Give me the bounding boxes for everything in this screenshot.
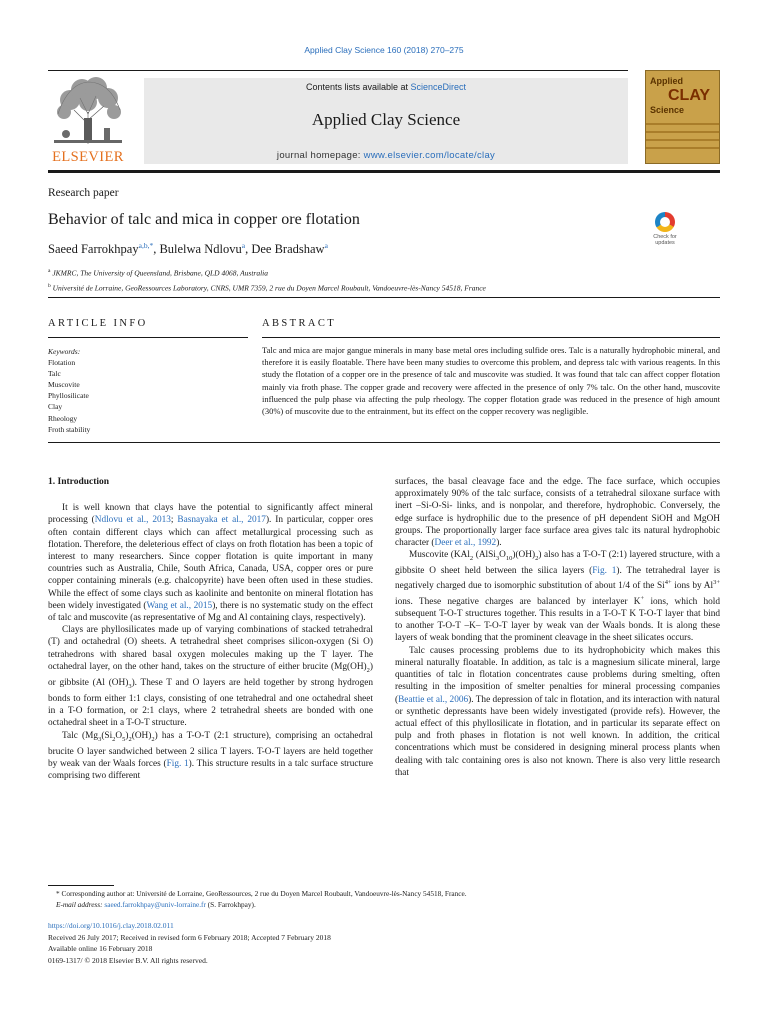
affiliation-item [48,280,720,295]
keyword-item: Rheology [48,413,78,423]
masthead-bottom-rule [48,170,720,173]
section-divider [48,297,720,298]
section-heading: 1. Introduction [48,477,110,487]
contents-prefix: Contents lists available at [305,82,411,92]
subscript: 3 [98,735,102,743]
keyword-item: Flotation [48,358,76,368]
elsevier-tree-icon [48,74,128,146]
subscript: 5 [122,735,126,743]
email-suffix: (S. Farrokhpay). [205,900,256,909]
author-sup[interactable]: a,b, [138,241,150,250]
keyword-item: Clay [48,402,63,412]
body-paragraph [48,730,373,783]
paragraph-text: ). [496,538,502,549]
paragraph-text: Talc (Mg [62,730,99,741]
paragraph-text: ions, which hold subsequent T-O-T structures together. This results in a T-O-T K T-O-T layer that bind to another T-O-T –K– T-O-T layer by weak van der Waals bonds. It is along these layers of weak bonding that the prominent cleavage in the sheet silicates occurs. [395,596,721,644]
author-email-link[interactable]: saeed.farrokhpay@univ-lorraine.fr [104,900,206,909]
body-paragraph [395,645,720,779]
cover-title-line3: Science [650,105,685,115]
affiliation-mark: a [48,268,51,274]
cover-title-line1: Applied [650,76,683,86]
doi-link[interactable]: https://doi.org/10.1016/j.clay.2018.02.011 [48,921,174,930]
paragraph-text: ions by Al [671,581,714,592]
corresponding-mark[interactable]: * [149,241,154,250]
subscript: 2 [469,555,474,563]
author-separator: , [245,242,252,257]
subscript: 2 [366,666,370,674]
paragraph-text: ; [170,515,178,526]
paragraph-text: ). The depression of talc in flotation, and its interaction with natural or synthetic depressants have been widely investigated (provide refs). However, the actual effect of this phyllosilicate in flotation, and in particular its separate effect on pulp and froth phases in flotation is not well known. In addition, the critical concentrations which must be considered in designing mineral process plants when dealing with talc containing ores is also not known. There is also very little research that [395,694,720,778]
homepage-line [144,150,628,161]
author-name[interactable]: Saeed Farrokhpay [48,242,139,257]
corresponding-author-note: * Corresponding author at: Université de Lorraine, GeoRessources, 2 rue du Doyen Marcel Roubault, Vandoeuvre-lès-Nancy 54518, France. [56,889,467,898]
keywords-label: Keywords: [48,347,81,356]
body-column-right [395,476,720,779]
journal-title: Applied Clay Science [311,110,461,129]
citation-link[interactable]: Basnayaka et al., 2017 [177,515,266,526]
homepage-prefix: journal homepage: [276,150,364,161]
figure-link[interactable]: Fig. 1 [592,566,617,577]
paragraph-text: Clays are phyllosilicates made up of varying combinations of stacked tetrahedral (T) and octahedral (O) sheets. A tetrahedral sheet comprises silicon-oxygen (Si O) tetrahedrons with shared basal oxygen molecules making up the T layer. The octahedral layer, on the other hand, takes on the structure of either brucite (Mg(OH) [48,625,373,672]
abstract-text: Talc and mica are major gangue minerals in many base metal ores including sulfide ores. Talc is a naturally hydrophobic mineral, and therefore it is easily floatable. There have been many studies to overcome this problem, and depress talc with various reagents. In this study the flotation of a copper ore in the presence of talc and muscovite was studied. It was found that talc can affect copper flotation mainly via froth phase. The copper grade and recovery were affected in the presence of only 7% talc. On the other hand, muscovite influenced the pulp phase via affecting the pulp rheology. The copper flotation grade was reduced in the presence of high amount (30%) of muscovite due to the entrainment, but its effect on the copper recovery was negligible. [262,345,720,417]
affiliation-text: JKMRC, The University of Queensland, Brisbane, QLD 4068, Australia [52,268,269,278]
article-title: Behavior of talc and mica in copper ore flotation [48,211,360,228]
paragraph-text: ) has a T-O-T (2:1 structure), comprising an octahedral brucite O layer sandwiched between 2 silica T layers. T-O-T layers are held together by weak van der Waals forces ( [48,730,373,769]
online-date: Available online 16 February 2018 [48,944,153,953]
affiliation-text: Université de Lorraine, GeoRessources Laboratory, CNRS, UMR 7359, 2 rue du Doyen Marcel Roubault, Vandoeuvre-lès-Nancy 54518, France [52,283,486,292]
citation-link[interactable]: Deer et al., 1992 [434,538,497,549]
article-type: Research paper [48,187,119,199]
subscript: 3 [128,682,132,690]
author-affiliation-mark[interactable] [139,241,154,250]
cover-stripe [646,123,719,125]
article-info-heading: ARTICLE INFO [48,318,148,329]
keyword-item: Muscovite [48,380,80,390]
sciencedirect-link[interactable]: ScienceDirect [410,82,467,92]
author-affiliation-mark[interactable]: a [324,241,328,250]
paragraph-text: ), there is no systematic study on the effect of talc and muscovite (as representative of Mg and Al containing clays, respectively). [48,600,373,624]
author-name[interactable]: Bulelwa Ndlovu [159,242,242,257]
author-affiliation-mark[interactable]: a [241,241,246,250]
copyright-notice: 0169-1317/ © 2018 Elsevier B.V. All rights reserved. [48,955,208,965]
journal-homepage-link[interactable]: www.elsevier.com/locate/clay [363,150,496,161]
elsevier-logo[interactable] [48,74,140,166]
abstract-rule [262,337,720,338]
paragraph-text: ). These T and O layers are held together by strong hydrogen bonds to form either 1:1 clays, consisting of one tetrahedral and one octahedral sheet in a T-O formation, or 2:1 clays, where 2 tetrahedral sheets are bonded with one octahedral sheet in a T-O-T structure. [48,677,373,729]
paragraph-text: (AlSi [473,550,496,561]
footnote-rule [48,885,114,886]
subscript: 3 [495,555,500,563]
journal-citation-link[interactable]: Applied Clay Science 160 (2018) 270–275 [304,45,464,55]
paragraph-text: O [115,730,123,741]
superscript: 3+ [713,579,720,587]
check-updates-icon-center [660,217,670,227]
paragraph-text: ions. These negative charges are balanced by interlayer K [395,596,641,607]
affiliation-item [48,265,720,280]
subscript: 2 [128,735,132,743]
paragraph-text: ). In particular, copper ores often contain different clays which can affect metallurgical processing such as flotation. Therefore, the deleterious effect of clays on froth flotation has been a topic of interest to many researchers. Since copper flotation is quite important in many countries such as Australia, Chile, South Africa, Canada, USA, copper ores or pure copper containing minerals (e.g. chalcopyrite) have been often used in these studies. While the effect of some clays such as kaolinite and bentonite on mineral flotation has been widely investigated ( [48,515,373,611]
footnotes [48,888,720,910]
journal-cover-image[interactable] [645,70,720,164]
subscript: 2 [151,735,155,743]
author-name[interactable]: Dee Bradshaw [251,242,325,257]
subscript: 2 [112,735,116,743]
paragraph-text: surfaces, the basal cleavage face and the edge. The face surface, which occupies approximately 90% of the talc surface, consists of a tetrahedral siloxane surface with inert –Si-O-Si- links, and is nonpolar, and therefore, hydrophobic. Conversely, the edge surface is hydrophilic due to the presence of pH dependent SiOH and MgOH groups. The proportionally larger face surface area gives talc its natural hydrophobic character ( [395,477,720,549]
publication-details [48,920,720,966]
publisher-name: ELSEVIER [52,149,124,165]
email-note [48,899,720,910]
keyword-item: Phyllosilicate [48,391,89,401]
abstract-heading: ABSTRACT [262,318,337,329]
body-paragraph [48,502,373,624]
keyword-item: Froth stability [48,424,91,434]
check-for-updates-button[interactable] [647,212,683,250]
author-list [48,241,328,257]
cover-stripe [646,131,719,133]
body-paragraph [395,476,720,549]
keyword-item: Talc [48,369,61,379]
received-dates: Received 26 July 2017; Received in revised form 6 February 2018; Accepted 7 February 2018 [48,932,331,942]
paragraph-text: Talc causes processing problems due to its hydrophobicity which makes this mineral naturally floatable. In addition, as talc is a magnesium silicate mineral, large quantities of talc in flotation concentrates cause problems during smelting, often resulting in the imposition of smelter penalties for mineral processing companies ( [395,645,720,705]
paragraph-text: ) or gibbsite (Al (OH) [48,661,373,688]
paragraph-text: ). The tetrahedral layer is negatively charged due to isomorphic substitution of about 1/4 of the Si [395,566,720,592]
paragraph-text: (OH) [131,730,152,741]
cover-stripe [646,147,719,149]
paragraph-text: )(OH) [512,550,536,561]
paragraph-text: It is well known that clays have the potential to significantly affect mineral processing ( [48,503,373,526]
paragraph-text: ). This structure results in a talc surface structure comprising two different [48,758,374,782]
affiliations [48,265,720,294]
paragraph-text: ) [125,730,129,741]
affiliation-mark: b [48,282,51,289]
paragraph-text: Muscovite (KAl [409,550,470,561]
abstract-bottom-rule [48,442,720,443]
paragraph-text: ) also has a T-O-T (2:1) layered structure, with a gibbsite O sheet held between the silica layers ( [395,550,720,577]
paragraph-text: O [499,550,506,561]
article-info-rule [48,337,248,338]
citation-link[interactable]: Beattie et al., 2006 [398,694,469,705]
check-updates-label: Check for updates [653,234,677,246]
journal-masthead [144,78,628,164]
contents-line [144,82,628,92]
citation-link[interactable]: Ndlovu et al., 2013 [94,515,171,526]
keywords-list [48,346,248,435]
email-label: E-mail address: [56,900,105,909]
superscript: 4+ [664,579,672,587]
superscript: + [640,594,645,602]
body-paragraph [395,549,720,644]
subscript: 10 [505,555,513,563]
subscript: 2 [535,555,539,563]
body-paragraph [48,624,373,729]
author-separator: , [153,242,160,257]
figure-link[interactable]: Fig. 1 [166,758,189,769]
paragraph-text: (Si [101,730,113,741]
cover-stripe [646,139,719,141]
masthead-top-rule [48,70,628,71]
body-column-left [48,476,373,782]
citation-link[interactable]: Wang et al., 2015 [146,600,213,611]
cover-title-line2: CLAY [668,87,711,104]
